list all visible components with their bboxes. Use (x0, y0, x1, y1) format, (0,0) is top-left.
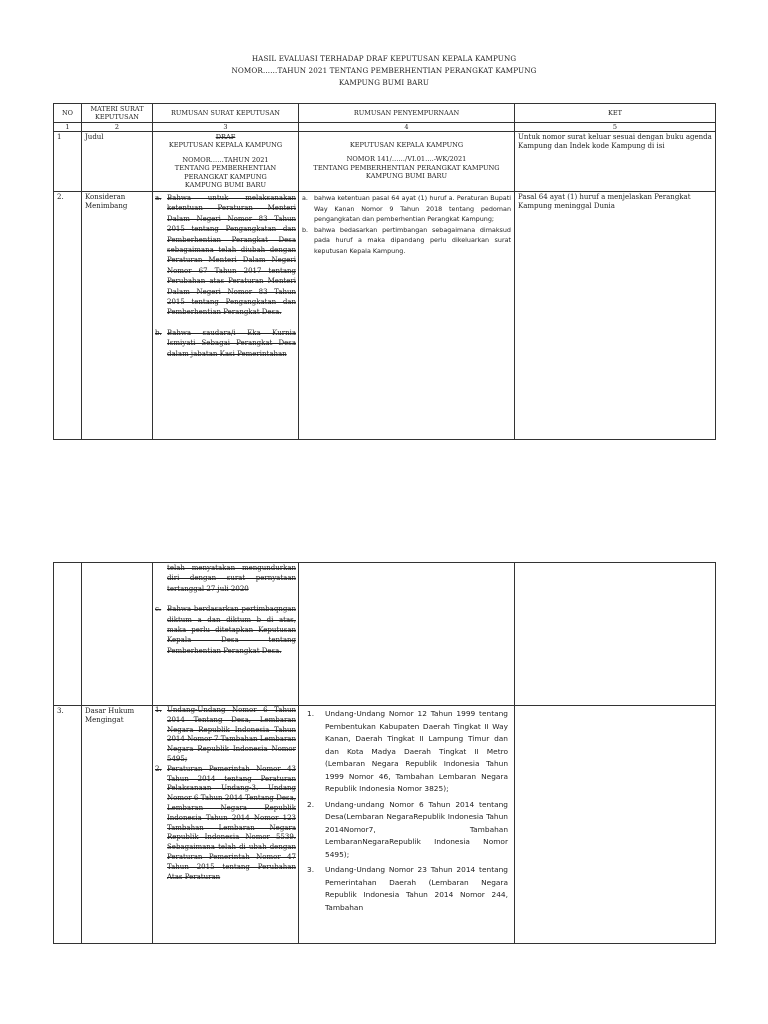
row-penyempurnaan (299, 706, 515, 944)
row-penyempurnaan (299, 192, 515, 440)
revised-considerations-a: a. bahwa ketentuan pasal 64 ayat (1) huruf a. Peraturan Bupati Way Kanan Nomor 9 Tahun 2018 tentang pedoman pengangkatan dan pemberhentian Perangkat Kampung; (302, 194, 511, 224)
revised-considerations-b: b. bahwa bedasarkan pertimbangan sebagaimana dimaksud pada huruf a maka dipandang perlu dikeluarkan surat keputusan Kepala Kampung. (302, 225, 511, 255)
draft-label: DRAF (215, 133, 236, 141)
table-row (54, 563, 716, 706)
col-number: 1 (54, 123, 82, 132)
document-title-line-1: HASIL EVALUASI TERHADAP DRAF KEPUTUSAN KEPALA KAMPUNG (251, 54, 517, 63)
col-header-materi: MATERI SURAT KEPUTUSAN (82, 104, 153, 123)
revised-subject: TENTANG PEMBERHENTIAN PERANGKAT KAMPUNG (313, 163, 500, 172)
col-number: 4 (299, 123, 515, 132)
row-ket: Pasal 64 ayat (1) huruf a menjelaskan Perangkat Kampung meninggal Dunia (515, 192, 716, 440)
revised-legal-basis-3: 3. Undang-Undang Nomor 23 Tahun 2014 tentang Pemerintahan Daerah (Lembaran Negara Republik Indonesia Tahun 2014 Nomor 244, Tambahan (307, 865, 508, 912)
considerations-item-c: c. Bahwa berdasarkan pertimbaqngan diktum a dan diktum b di atas, maka perlu ditetapkan Keputusan Kepala Desa tentang Pemberhentian Perangkat Desa. (155, 605, 296, 655)
table-row (54, 132, 716, 192)
row-penyempurnaan (299, 132, 515, 192)
evaluation-table-page-1 (53, 103, 716, 440)
col-header-ket: KET (515, 104, 716, 123)
row-materi (82, 563, 153, 706)
revised-legal-basis-2: 2. Undang-undang Nomor 6 Tahun 2014 tentang Desa(Lembaran NegaraRepublik Indonesia Tahun 2014Nomor7, Tambahan LembaranNegaraRepublik Indonesia Nomor 5495); (307, 799, 508, 859)
row-ket (515, 563, 716, 706)
considerations-item-b-cont: telah menyatakan mengundurkan diri dengan surat pernyataan tertanggal 27 juli 2020 (167, 564, 296, 593)
col-number: 2 (82, 123, 153, 132)
row-materi: Dasar Hukum Mengingat (82, 706, 153, 944)
decision-subject: TENTANG PEMBERHENTIAN PERANGKAT KAMPUNG (174, 164, 277, 181)
row-rumusan (153, 132, 299, 192)
revised-village: KAMPUNG BUMI BARU (365, 172, 448, 181)
row-ket (515, 706, 716, 944)
row-number: 1 (54, 132, 82, 192)
row-rumusan (153, 563, 299, 706)
legal-basis-item-1: 1. Undang-Undang Nomor 6 Tahun 2014 Tentang Desa, Lembaran Negara Republik Indonesia Tahun 2014 Nomor 7 Tambahan Lembaran Negara Republik Indonesia Nomor 5495; (155, 706, 296, 763)
col-header-penyempurnaan: RUMUSAN PENYEMPURNAAN (299, 104, 515, 123)
row-rumusan (153, 706, 299, 944)
table-row (54, 706, 716, 944)
row-materi: Konsideran Menimbang (82, 192, 153, 440)
row-penyempurnaan (299, 563, 515, 706)
col-number: 3 (153, 123, 299, 132)
row-number: 2. (54, 192, 82, 440)
evaluation-table-page-2 (53, 562, 716, 944)
document-title-line-2: NOMOR……TAHUN 2021 TENTANG PEMBERHENTIAN PERANGKAT KAMPUNG (231, 66, 537, 75)
row-number: 3. (54, 706, 82, 944)
col-header-rumusan: RUMUSAN SURAT KEPUTUSAN (153, 104, 299, 123)
considerations-item-a: a. Bahwa untuk melaksanakan ketentuan Peraturan Menteri Dalam Negeri Nomor 83 Tahun 2015 tentang Pengangkatan dan Pemberhentian Perangkat Desa sebagaimana telah diubah dengan Peraturan Menteri Dalam Negeri Nomor 67 Tahun 2017 tentang Perubahan atas Peraturan Menteri Dalam Negeri Nomor 83 Tahun 2015 tentang Pengangkatan dan Pemberhentian Perangkat Desa. (155, 194, 296, 317)
document-title-line-3: KAMPUNG BUMI BARU (338, 78, 430, 87)
row-rumusan (153, 192, 299, 440)
row-materi: Judul (82, 132, 153, 192)
revised-title: KEPUTUSAN KEPALA KAMPUNG (349, 141, 464, 149)
decision-title: KEPUTUSAN KEPALA KAMPUNG (168, 141, 283, 150)
col-number: 5 (515, 123, 716, 132)
revised-number: NOMOR 141/……/VI.01….-WK/2021 (346, 155, 467, 164)
decision-village: KAMPUNG BUMI BARU (184, 181, 267, 190)
decision-number: NOMOR……TAHUN 2021 (182, 155, 269, 164)
col-header-no: NO (54, 104, 82, 123)
table-row (54, 192, 716, 440)
considerations-item-b: b. Bahwa saudara/i Eka Kurnia Ismiyati Sebagai Perangkat Desa dalam jabatan Kasi Pemerintahan (155, 328, 296, 358)
row-number (54, 563, 82, 706)
legal-basis-item-2: 2. Peraturan Pemerintah Nomor 43 Tahun 2014 tentang Peraturan Pelaksanaan Undang-3. Undang Nomor 6 Tahun 2014 Tentang Desa, Lembaran Negara Republik Indonesia Tahun 2014 Nomor 123 Tambahan Lembaran Negara Republik Indonesia Nomor 5539. Sebagaimana telah di ubah dengan Peraturan Pemerintah Nomor 47 Tahun 2015 tentang Perubahan Atas Peraturan (155, 764, 296, 881)
revised-legal-basis-1: 1. Undang-Undang Nomor 12 Tahun 1999 tentang Pembentukan Kabupaten Daerah Tingkat II Way Kanan, Daerah Tingkat II Lampung Timur dan dan Kota Madya Daerah Tingkat II Metro (Lembaran Negara Republik Indonesia Tahun 1999 Nomor 46, Tambahan Lembaran Negara Republik Indonesia Nomor 3825); (307, 709, 508, 793)
row-ket: Untuk nomor surat keluar sesuai dengan buku agenda Kampung dan Indek kode Kampung di isi (515, 132, 716, 192)
